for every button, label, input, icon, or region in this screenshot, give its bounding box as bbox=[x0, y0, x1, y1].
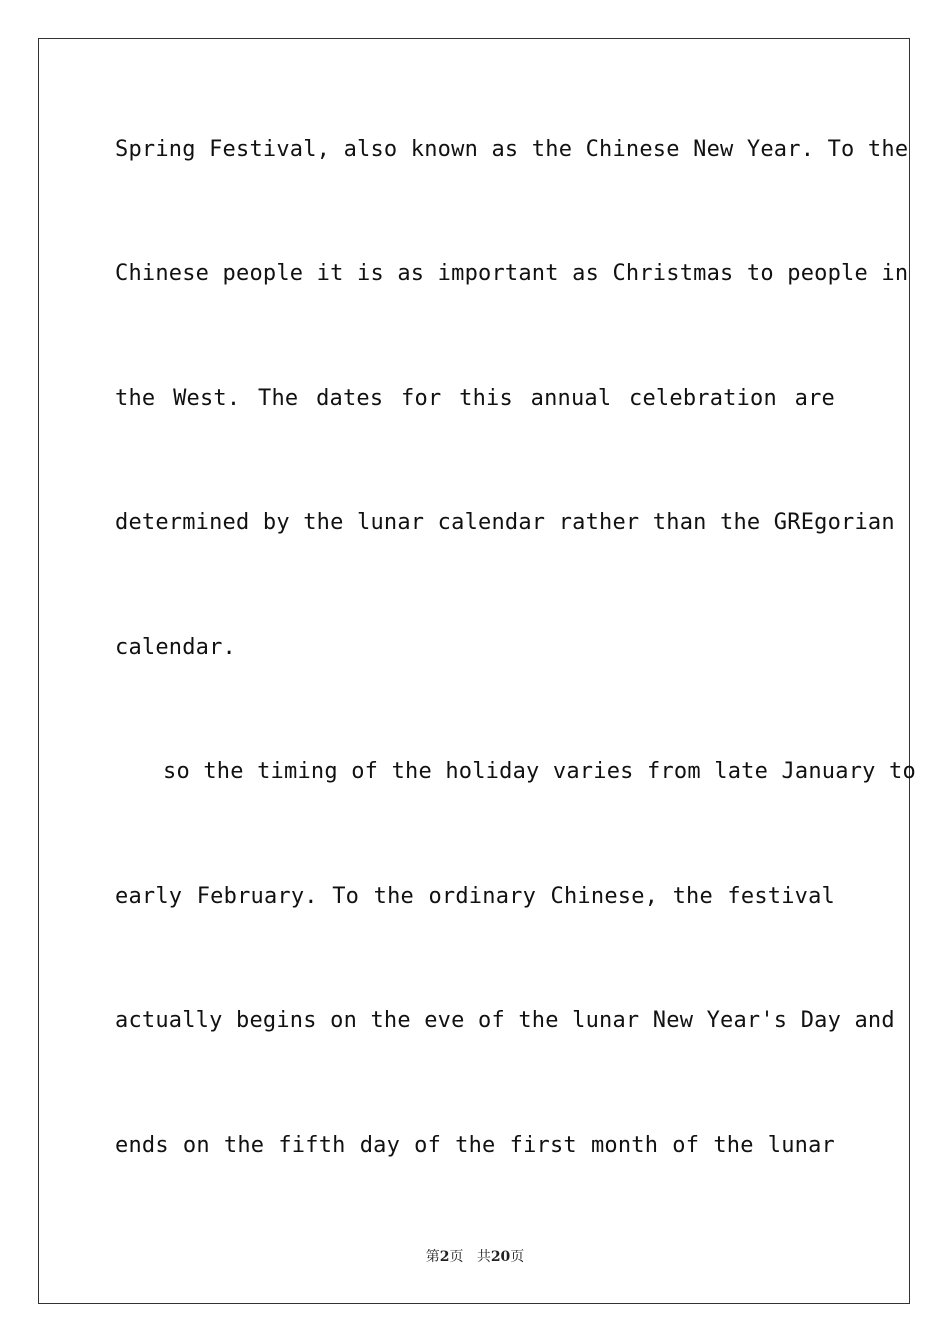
total-pages: 20 bbox=[490, 1249, 511, 1265]
text-line-3: the West. The dates for this annual celebration are bbox=[115, 386, 835, 411]
text-line-2: Chinese people it is as important as Christmas to people in bbox=[115, 261, 909, 286]
page-frame bbox=[38, 38, 916, 1304]
text-line-9: ends on the fifth day of the first month of the lunar bbox=[115, 1133, 835, 1158]
total-prefix: 共 bbox=[476, 1249, 491, 1265]
page-number: 2 bbox=[439, 1249, 450, 1265]
total-suffix: 页 bbox=[510, 1249, 525, 1265]
text-line-5: calendar. bbox=[115, 635, 237, 660]
page-suffix: 页 bbox=[449, 1249, 464, 1265]
text-line-8: actually begins on the eve of the lunar New Year's Day and bbox=[115, 1008, 895, 1033]
text-line-1: Spring Festival, also known as the Chinese New Year. To the bbox=[115, 137, 909, 162]
page-prefix: 第 bbox=[425, 1249, 440, 1265]
page-footer bbox=[0, 1246, 950, 1266]
text-line-7: early February. To the ordinary Chinese, the festival bbox=[115, 884, 835, 909]
text-line-4: determined by the lunar calendar rather than the GREgorian bbox=[115, 510, 895, 535]
text-line-6: so the timing of the holiday varies from late January to bbox=[163, 759, 916, 784]
